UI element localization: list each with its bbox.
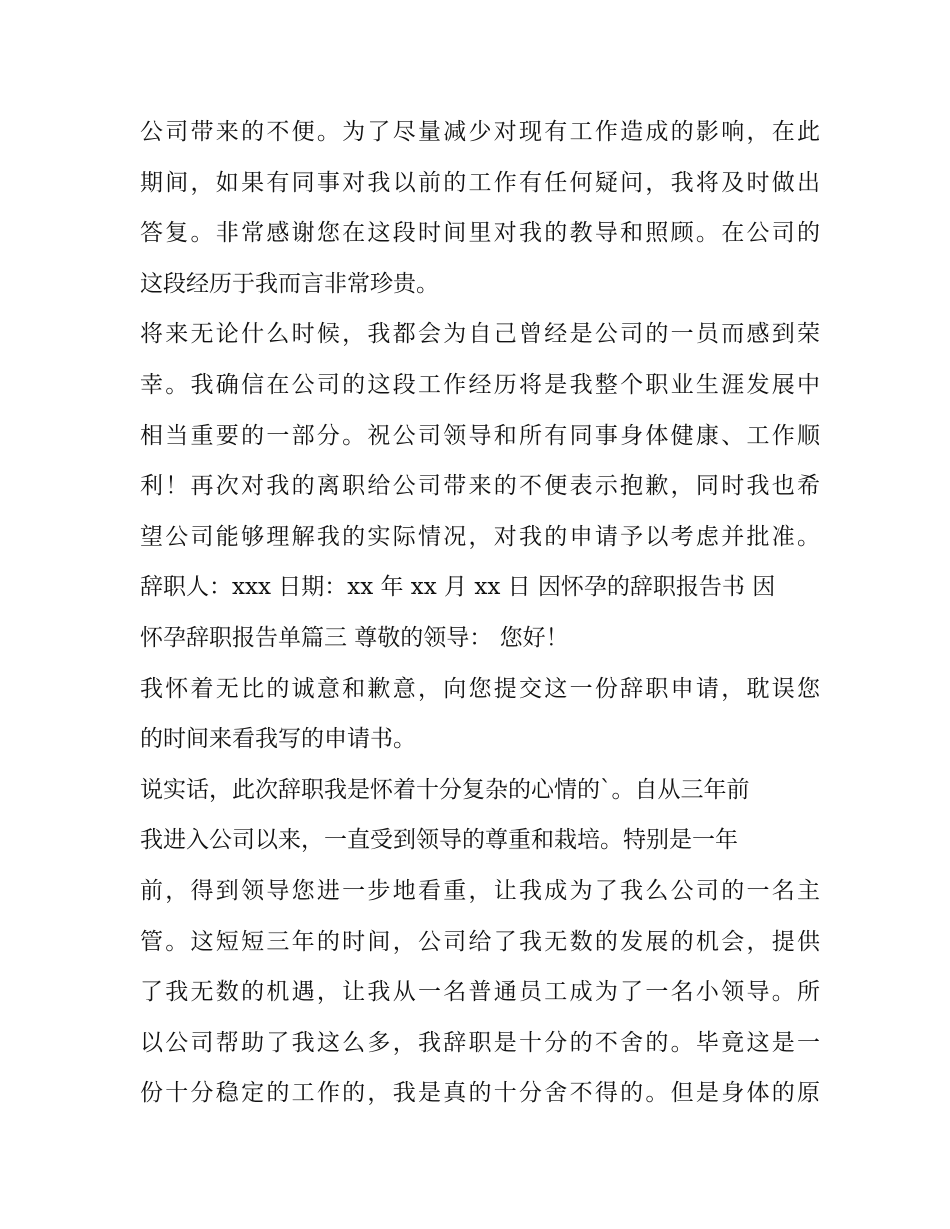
text-line: 公司带来的不便。为了尽量减少对现有工作造成的影响，在此: [140, 119, 820, 145]
text-line: 管。这短短三年的时间，公司给了我无数的发展的机会，提供: [140, 928, 820, 955]
text-line: 望公司能够理解我的实际情况，对我的申请予以考虑并批准。: [140, 523, 820, 550]
text-line: 期间，如果有同事对我以前的工作有任何疑问，我将及时做出: [140, 169, 820, 196]
body-text: [140, 107, 820, 1119]
text-line: 我怀着无比的诚意和歉意，向您提交这一份辞职申请，耽误您: [140, 675, 820, 702]
text-line: 说实话，此次辞职我是怀着十分复杂的心情的`。自从三年前: [140, 776, 750, 803]
text-line: 我进入公司以来，一直受到领导的尊重和栽培。特别是一年: [140, 827, 738, 854]
text-line: 幸。我确信在公司的这段工作经历将是我整个职业生涯发展中: [140, 371, 820, 398]
text-line: 将来无论什么时候，我都会为自己曾经是公司的一员而感到荣: [140, 321, 820, 348]
text-line: 以公司帮助了我这么多，我辞职是十分的不舍的。毕竟这是一: [140, 1029, 820, 1056]
text-line: 辞职人：xxx 日期：xx 年 xx 月 xx 日 因怀孕的辞职报告书 因: [140, 574, 776, 601]
text-line: 的时间来看我写的申请书。: [140, 726, 416, 753]
text-line: 份十分稳定的工作的，我是真的十分舍不得的。但是身体的原: [140, 1080, 820, 1107]
text-line: 利！再次对我的离职给公司带来的不便表示抱歉，同时我也希: [140, 473, 820, 500]
text-line: 了我无数的机遇，让我从一名普通员工成为了一名小领导。所: [140, 979, 820, 1006]
text-line: 相当重要的一部分。祝公司领导和所有同事身体健康、工作顺: [140, 422, 820, 449]
text-line: 这段经历于我而言非常珍贵。: [140, 270, 439, 297]
text-line: 前，得到领导您进一步地看重，让我成为了我么公司的一名主: [140, 877, 820, 904]
text-line: 答复。非常感谢您在这段时间里对我的教导和照顾。在公司的: [140, 220, 820, 247]
text-line: 怀孕辞职报告单篇三 尊敬的领导： 您好！: [140, 624, 569, 651]
